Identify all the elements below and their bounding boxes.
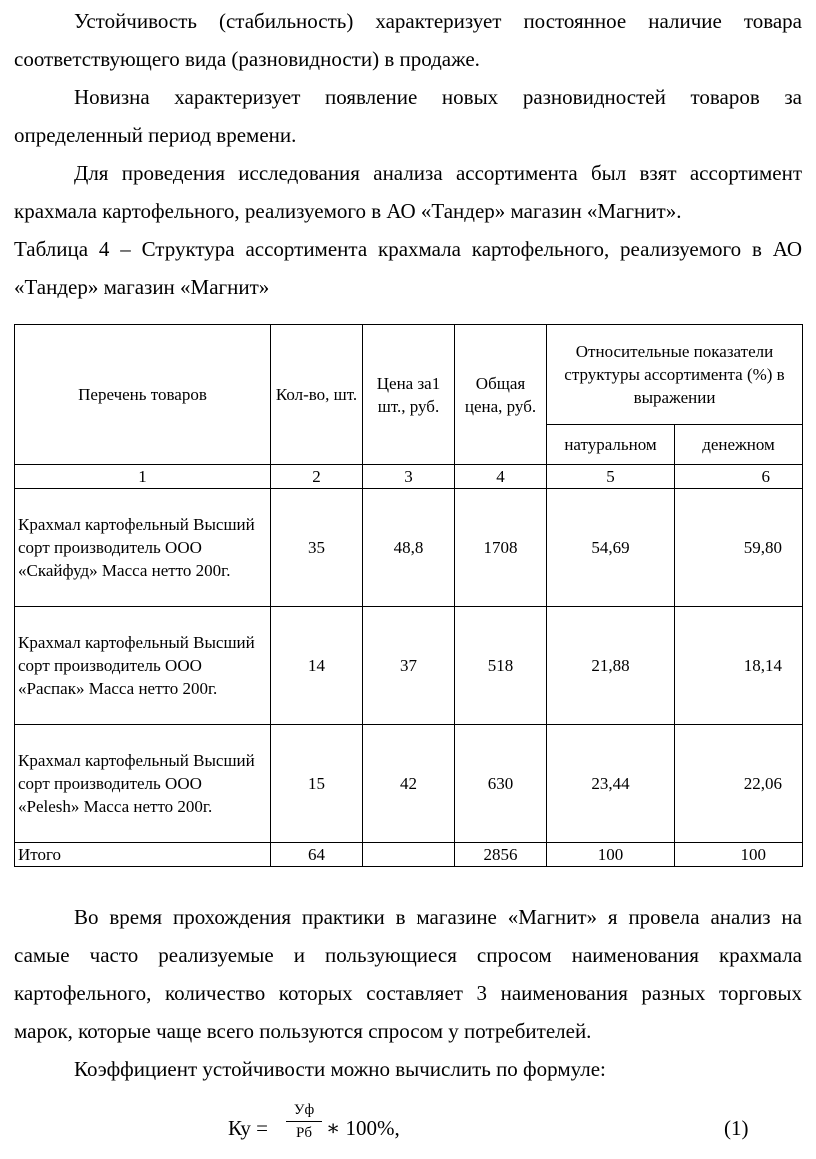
item-name: Крахмал картофельный Высший сорт производитель ООО «Скайфуд» Масса нетто 200г. [15, 489, 271, 607]
header-row [15, 325, 803, 425]
item-qty: 14 [271, 607, 363, 725]
header-items: Перечень товаров [15, 325, 271, 465]
header-qty: Кол-во, шт. [271, 325, 363, 465]
formula-lhs: Ку = [228, 1116, 269, 1140]
table-row [15, 725, 803, 843]
header-natural: натуральном [547, 425, 675, 465]
table-caption: Таблица 4 – Структура ассортимента крахмала картофельного, реализуемого в АО «Тандер» магазин «Магнит» [14, 237, 802, 299]
paragraph-stability: Устойчивость (стабильность) характеризует постоянное наличие товара соответствующего вида (разновидности) в продаже. [14, 9, 802, 71]
item-name: Крахмал картофельный Высший сорт производитель ООО «Pelesh» Масса нетто 200г. [15, 725, 271, 843]
paragraph-research: Для проведения исследования анализа ассортимента был взят ассортимент крахмала картофельного, реализуемого в АО «Тандер» магазин «Магнит». [14, 161, 802, 223]
item-price: 48,8 [363, 489, 455, 607]
column-number: 3 [363, 465, 455, 489]
fraction-line [286, 1121, 322, 1122]
column-number: 5 [547, 465, 675, 489]
column-number: 1 [15, 465, 271, 489]
total-sum: 2856 [455, 843, 547, 867]
column-number: 4 [455, 465, 547, 489]
item-money: 59,80 [675, 489, 803, 607]
formula-number: (1) [724, 1116, 749, 1140]
total-qty: 64 [271, 843, 363, 867]
item-price: 42 [363, 725, 455, 843]
total-price [363, 843, 455, 867]
total-natural: 100 [547, 843, 675, 867]
table-row [15, 607, 803, 725]
paragraph-practice: Во время прохождения практики в магазине «Магнит» я провела анализ на самые часто реализуемые и пользующиеся спросом наименования крахмала картофельного, количество которых составляет 3 наименования разных торговых марок, которые чаще всего пользуются спросом у потребителей. [14, 905, 802, 1043]
paragraph-formula-intro: Коэффициент устойчивости можно вычислить по формуле: [74, 1057, 606, 1081]
stability-formula [0, 1090, 816, 1150]
item-money: 22,06 [675, 725, 803, 843]
formula-denominator: Рб [296, 1125, 312, 1141]
column-number-row [15, 465, 803, 489]
formula-fraction [286, 1100, 322, 1143]
paragraph-novelty: Новизна характеризует появление новых разновидностей товаров за определенный период времени. [14, 85, 802, 147]
item-price: 37 [363, 607, 455, 725]
item-natural: 54,69 [547, 489, 675, 607]
header-total: Общая цена, руб. [455, 325, 547, 465]
item-money: 18,14 [675, 607, 803, 725]
table-row [15, 489, 803, 607]
formula-numerator: Уф [293, 1102, 315, 1118]
item-total: 1708 [455, 489, 547, 607]
header-relative: Относительные показатели структуры ассортимента (%) в выражении [547, 325, 803, 425]
formula-rhs: ∗ 100%, [326, 1116, 400, 1140]
item-total: 518 [455, 607, 547, 725]
total-label: Итого [15, 843, 271, 867]
item-total: 630 [455, 725, 547, 843]
total-row [15, 843, 803, 867]
assortment-table [14, 324, 803, 867]
item-natural: 23,44 [547, 725, 675, 843]
item-qty: 35 [271, 489, 363, 607]
column-number: 2 [271, 465, 363, 489]
column-number: 6 [675, 465, 803, 489]
item-qty: 15 [271, 725, 363, 843]
item-name: Крахмал картофельный Высший сорт производитель ООО «Распак» Масса нетто 200г. [15, 607, 271, 725]
header-price: Цена за1 шт., руб. [363, 325, 455, 465]
item-natural: 21,88 [547, 607, 675, 725]
total-money: 100 [675, 843, 803, 867]
header-money: денежном [675, 425, 803, 465]
